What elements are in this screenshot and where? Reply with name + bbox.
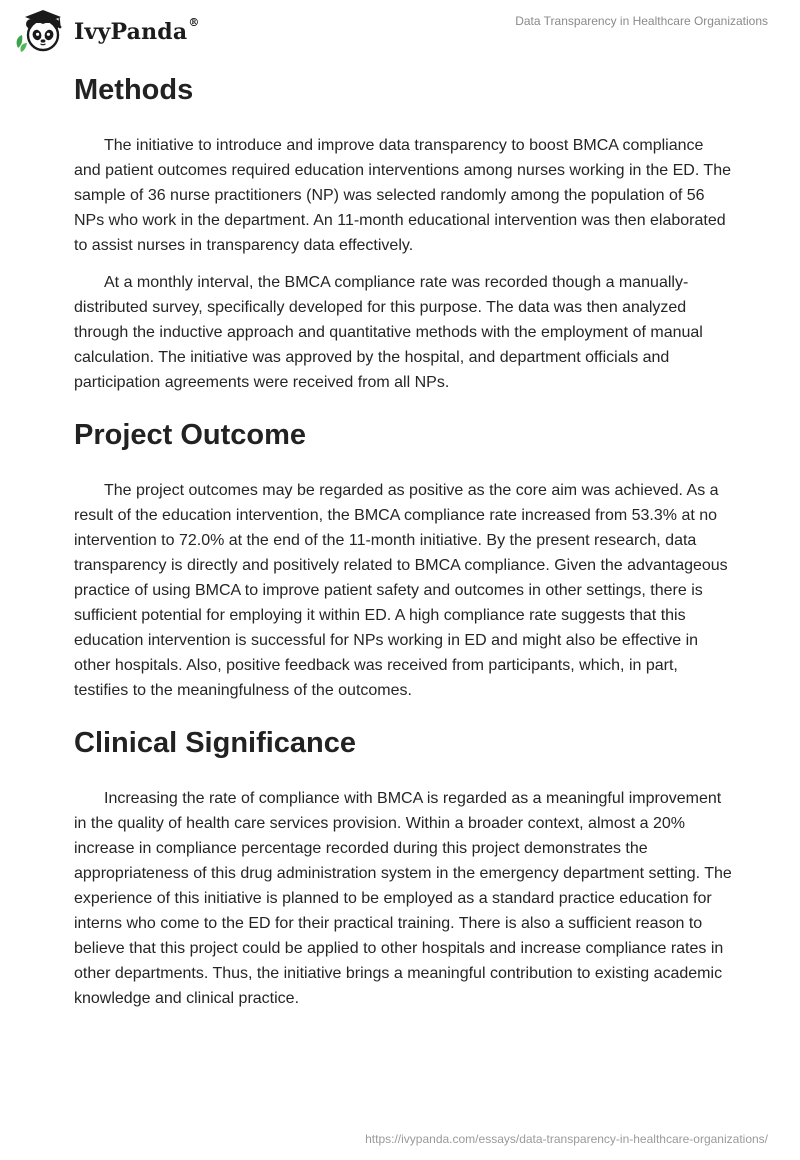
brand-name: IvyPanda® — [74, 16, 200, 45]
section-heading: Clinical Significance — [74, 727, 357, 759]
brand-logo[interactable] — [14, 8, 200, 54]
section-heading: Project Outcome — [74, 419, 307, 451]
registered-mark: ® — [188, 16, 200, 29]
source-url[interactable]: https://ivypanda.com/essays/data-transparency-in-healthcare-organizations/ — [365, 1132, 768, 1146]
section-methods — [74, 70, 734, 395]
document-title: Data Transparency in Healthcare Organizations — [515, 14, 768, 28]
section-body — [74, 786, 734, 1011]
essay-content — [74, 70, 734, 1023]
section-body — [74, 478, 734, 703]
section-clinical-significance — [74, 723, 734, 1011]
paragraph: At a monthly interval, the BMCA compliance rate was recorded though a manually-distributed survey, specifically developed for this purpose. The data was then analyzed through the inductive approach and quantitative methods with the employment of manual calculation. The initiative was approved by the hospital, and department officials and participation agreements were received from all NPs. — [74, 274, 703, 391]
paragraph: The project outcomes may be regarded as positive as the core aim was achieved. As a result of the education intervention, the BMCA compliance rate increased from 53.3% at no intervention to 72.0% at the end of the 11-month initiative. By the present research, data transparency is directly and positively related to BMCA compliance. Given the advantageous practice of using BMCA to improve patient safety and outcomes in other settings, there is sufficient potential for employing it within ED. A high compliance rate suggests that this education intervention is successful for NPs working in ED and might also be effective in other hospitals. Also, positive feedback was received from participants, which, in part, testifies to the meaningfulness of the outcomes. — [74, 482, 728, 699]
section-heading: Methods — [74, 74, 194, 106]
paragraph: Increasing the rate of compliance with BMCA is regarded as a meaningful improvement in the quality of health care services provision. Within a broader context, almost a 20% increase in compliance percentage recorded during this project demonstrates the appropriateness of this drug administration system in the emergency department setting. The experience of this initiative is planned to be employed as a standard practice education for interns who come to the ED for their practical training. There is also a sufficient reason to believe that this project could be applied to other hospitals and increase compliance rates in other departments. Thus, the initiative brings a meaningful contribution to existing academic knowledge and clinical practice. — [74, 790, 732, 1007]
paragraph: The initiative to introduce and improve data transparency to boost BMCA compliance and patient outcomes required education interventions among nurses working in the ED. The sample of 36 nurse practitioners (NP) was selected randomly among the population of 56 NPs who work in the department. An 11-month educational intervention was then elaborated to assist nurses in transparency data effectively. — [74, 137, 731, 254]
panda-graduation-cap-icon — [14, 8, 68, 54]
section-project-outcome — [74, 415, 734, 703]
page-header — [0, 0, 800, 60]
section-body — [74, 133, 734, 395]
